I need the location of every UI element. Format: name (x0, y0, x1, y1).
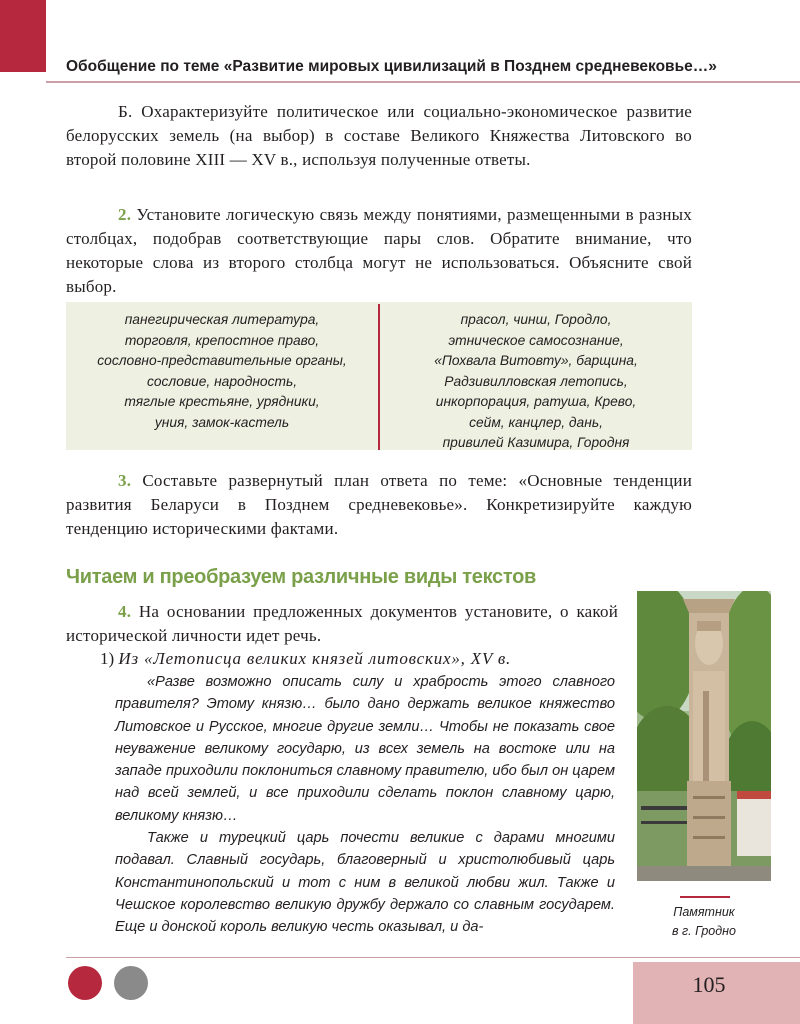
left-term-line: панегирическая литература, (124, 312, 320, 327)
page-number: 105 (692, 972, 726, 997)
table-left-column (66, 310, 378, 433)
left-term-line: сословно-представительные органы, (97, 353, 347, 368)
task-4-number: 4. (118, 602, 132, 621)
header-rule (46, 81, 800, 83)
left-term-line: торговля, крепостное право, (124, 332, 320, 348)
red-circle-marker (68, 966, 102, 1000)
document-number: 1) (100, 649, 115, 668)
task-2-text: Установите логическую связь между понятиями, размещенными в разных столбцах, подобрав соответствующие пары слов. Обратите внимание, что некоторые слова из второго столбца могут не использоваться. Объясните свой выбор. (66, 205, 692, 296)
task-b-paragraph: Б. Охарактеризуйте политическое или социально-экономическое развитие белорусских земель (на выбор) в составе Великого Княжества Литовского во второй половине XIII — XV в., используя полученные ответы. (66, 102, 692, 169)
document-title (100, 647, 511, 671)
monument-photo-illustration (637, 591, 771, 881)
left-term-line: сословие, народность, (146, 373, 298, 389)
footer-rule (66, 957, 800, 958)
quote-paragraph-1: «Разве возможно описать силу и храбрость этого славного правителя? Этому князю… было дано держать великое княжество Литовское и Русское, многие другие земли… Чтобы не показать свое неуважение великому государю, из всех земель на востоке или на западе приходили поклониться славному правителю, ибо был он царем над всей землей, и все приходили сделать поклон славному царю, великому князю… (115, 674, 615, 824)
photo-caption (652, 903, 756, 941)
right-term-line: Радзивилловская летопись, (444, 373, 628, 389)
task-3-number: 3. (118, 471, 132, 490)
task-3-paragraph (66, 469, 692, 541)
caption-line: Памятник (673, 905, 735, 919)
document-source: Из «Летописца великих князей литовских», XV в. (118, 649, 512, 668)
right-term-line: этническое самосознание, (448, 332, 624, 348)
table-right-column (380, 310, 692, 454)
right-term-line: сейм, канцлер, дань, (469, 414, 603, 430)
running-header: Обобщение по теме «Развитие мировых цивилизаций в Позднем средневековье…» (66, 58, 717, 75)
monument-photo (637, 591, 771, 881)
right-term-line: «Похвала Витовту», барщина, (434, 353, 638, 368)
corner-color-block (0, 0, 46, 72)
task-2-number: 2. (118, 205, 132, 224)
matching-table (66, 302, 692, 450)
right-term-line: привилей Казимира, Городня (442, 435, 630, 450)
task-2-paragraph (66, 203, 692, 299)
task-3-text: Составьте развернутый план ответа по теме: «Основные тенденции развития Беларуси в Позднем средневековье». Конкретизируйте каждую тенденцию историческими фактами. (66, 471, 692, 538)
right-term-line: инкорпорация, ратуша, Крево, (435, 394, 637, 409)
gray-circle-marker (114, 966, 148, 1000)
left-term-line: тяглые крестьяне, урядники, (124, 394, 320, 409)
page-number-box (633, 962, 800, 1024)
task-4-text: На основании предложенных документов установите, о какой исторической личности идет речь. (66, 602, 618, 645)
quote-paragraph-2: Также и турецкий царь почести великие с дарами многими подавал. Славный государь, благоверный и христолюбивый царь Константинопольский и тот с ним в великой любви жил. Также и Чешское королевство великую дружбу держало со славным государем. Еще и донской король великую честь оказывал, и да- (115, 830, 615, 936)
right-term-line: прасол, чинш, Городло, (460, 312, 612, 327)
caption-rule (680, 896, 730, 898)
left-term-line: уния, замок-кастель (154, 414, 290, 430)
section-heading: Читаем и преобразуем различные виды текстов (66, 566, 536, 588)
caption-line: в г. Гродно (671, 924, 736, 938)
task-4-paragraph (66, 600, 618, 648)
